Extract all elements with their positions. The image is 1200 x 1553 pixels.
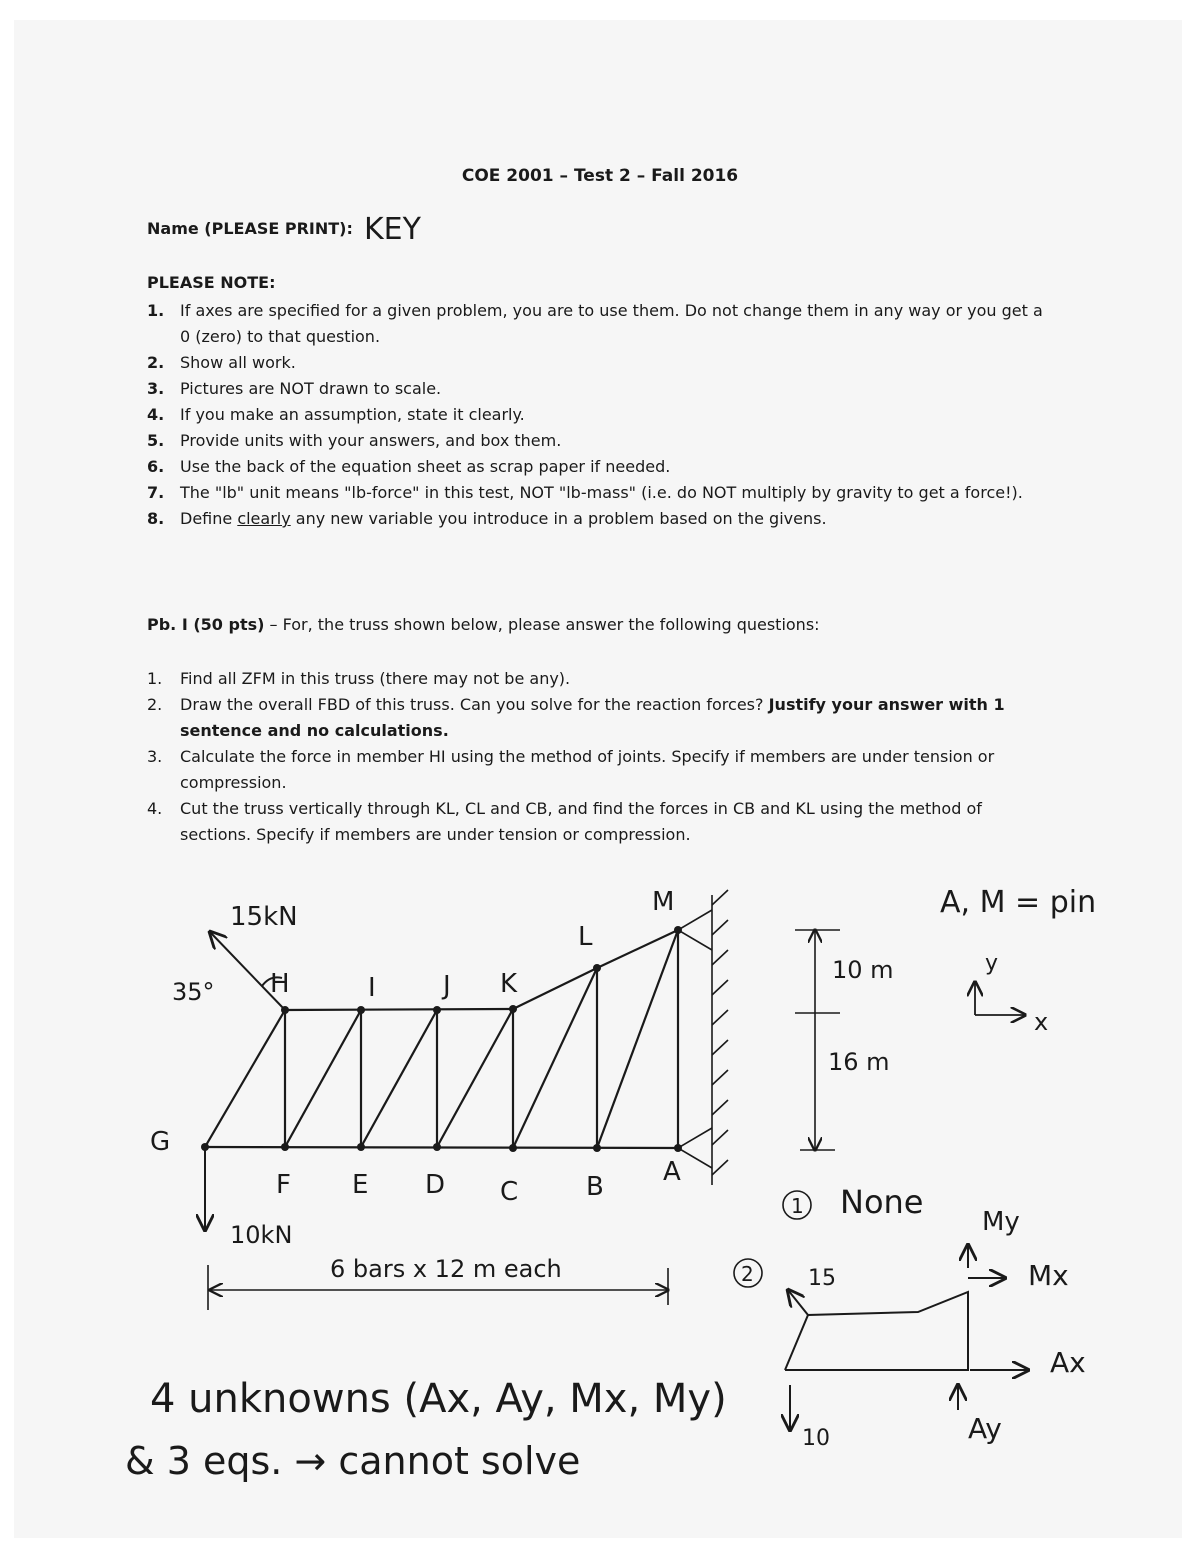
answer-q1 bbox=[783, 1183, 923, 1221]
note-item: 3. Pictures are NOT drawn to scale. bbox=[147, 379, 442, 398]
notes-list bbox=[147, 298, 1047, 532]
truss-diagram bbox=[0, 860, 1200, 1500]
bottom-chord bbox=[205, 1147, 678, 1148]
fbd-ax-label: Ax bbox=[1050, 1346, 1086, 1379]
problem-heading bbox=[147, 615, 820, 634]
fbd-load-15-arrow bbox=[788, 1290, 808, 1315]
axis-y-label: y bbox=[985, 951, 999, 976]
page-title: COE 2001 – Test 2 – Fall 2016 bbox=[461, 166, 739, 186]
top-chord bbox=[285, 1009, 513, 1010]
fbd-ay-label: Ay bbox=[968, 1412, 1002, 1445]
note-item: 1. If axes are specified for a given problem, you are to use them. Do not change them in any way or you get a 0 (zero) to that question. bbox=[147, 301, 1043, 346]
q1-answer: None bbox=[840, 1183, 924, 1221]
node-label-i: I bbox=[368, 973, 376, 1003]
member-cl bbox=[513, 968, 597, 1148]
load-10kn-label: 10kN bbox=[230, 1221, 293, 1249]
name-label: Name (PLEASE PRINT): bbox=[147, 219, 353, 238]
node-label-k: K bbox=[500, 969, 518, 999]
answer-q2-fbd bbox=[734, 1207, 1086, 1451]
coordinate-axes bbox=[975, 951, 1048, 1036]
note-item: 8. Define clearly any new variable you introduce in a problem based on the givens. bbox=[147, 509, 827, 528]
lower-height-label: 16 m bbox=[828, 1048, 890, 1076]
member-gh bbox=[205, 1010, 285, 1147]
node-label-f: F bbox=[276, 1170, 291, 1200]
name-row bbox=[147, 219, 353, 238]
load-15kn-label: 15kN bbox=[230, 902, 298, 932]
fbd-outline bbox=[785, 1292, 968, 1370]
question-item: 1. Find all ZFM in this truss (there may not be any). bbox=[147, 669, 571, 688]
span-dimension-label: 6 bars x 12 m each bbox=[330, 1255, 562, 1283]
member-kl bbox=[513, 968, 597, 1009]
node-label-a: A bbox=[663, 1157, 681, 1187]
node-label-g: G bbox=[150, 1127, 171, 1157]
axis-x-label: x bbox=[1034, 1008, 1049, 1036]
load-angle-label: 35° bbox=[172, 978, 215, 1006]
node-label-c: C bbox=[500, 1177, 519, 1207]
fbd-mx-label: Mx bbox=[1028, 1259, 1069, 1292]
notes-heading: PLEASE NOTE: bbox=[147, 273, 276, 292]
supports-note: A, M = pin bbox=[940, 885, 1097, 920]
questions-list bbox=[147, 666, 1057, 848]
node-label-d: D bbox=[425, 1170, 446, 1200]
justification-line-2: & 3 eqs. → cannot solve bbox=[125, 1439, 581, 1483]
truss-joints bbox=[201, 926, 682, 1152]
member-fi bbox=[285, 1010, 361, 1147]
node-label-j: J bbox=[443, 971, 451, 1001]
q1-marker: 1 bbox=[791, 1194, 804, 1218]
upper-height-label: 10 m bbox=[832, 956, 894, 984]
fbd-my-label: My bbox=[982, 1207, 1020, 1237]
node-label-h: H bbox=[270, 969, 290, 999]
question-item: 4. Cut the truss vertically through KL, CL and CB, and find the forces in CB and KL using the method of sections. Specify if members are under tension or compression. bbox=[147, 799, 982, 844]
note-item: 5. Provide units with your answers, and box them. bbox=[147, 431, 562, 450]
note-item: 6. Use the back of the equation sheet as scrap paper if needed. bbox=[147, 457, 671, 476]
node-label-b: B bbox=[586, 1172, 604, 1202]
member-dk bbox=[437, 1009, 513, 1147]
note-item: 4. If you make an assumption, state it clearly. bbox=[147, 405, 525, 424]
wall-support bbox=[678, 890, 728, 1185]
fbd-load-15-label: 15 bbox=[808, 1266, 836, 1291]
question-item: 3. Calculate the force in member HI using the method of joints. Specify if members are under tension or compression. bbox=[147, 747, 995, 792]
note-item: 7. The "lb" unit means "lb-force" in this test, NOT "lb-mass" (i.e. do NOT multiply by gravity to get a force!). bbox=[147, 483, 1023, 502]
node-label-e: E bbox=[352, 1170, 369, 1200]
q2-marker: 2 bbox=[741, 1262, 754, 1286]
question-item: 2. Draw the overall FBD of this truss. Can you solve for the reaction forces? Justify your answer with 1 sentence and no calculations. bbox=[147, 695, 1005, 740]
problem-intro: – For, the truss shown below, please answer the following questions: bbox=[264, 615, 820, 634]
answer-justification bbox=[125, 1376, 727, 1483]
node-label-m: M bbox=[652, 887, 675, 917]
note-item: 2. Show all work. bbox=[147, 353, 296, 372]
member-ej bbox=[361, 1010, 437, 1147]
diagram-labels bbox=[172, 885, 1096, 1283]
problem-label: Pb. I (50 pts) bbox=[147, 615, 265, 634]
name-value-handwritten bbox=[360, 205, 450, 255]
fbd-load-10-label: 10 bbox=[802, 1426, 830, 1451]
name-value: KEY bbox=[364, 212, 421, 247]
dimension-lines bbox=[208, 930, 840, 1310]
node-label-l: L bbox=[578, 922, 593, 952]
justification-line-1: 4 unknowns (Ax, Ay, Mx, My) bbox=[150, 1376, 727, 1422]
truss-members bbox=[205, 930, 678, 1148]
